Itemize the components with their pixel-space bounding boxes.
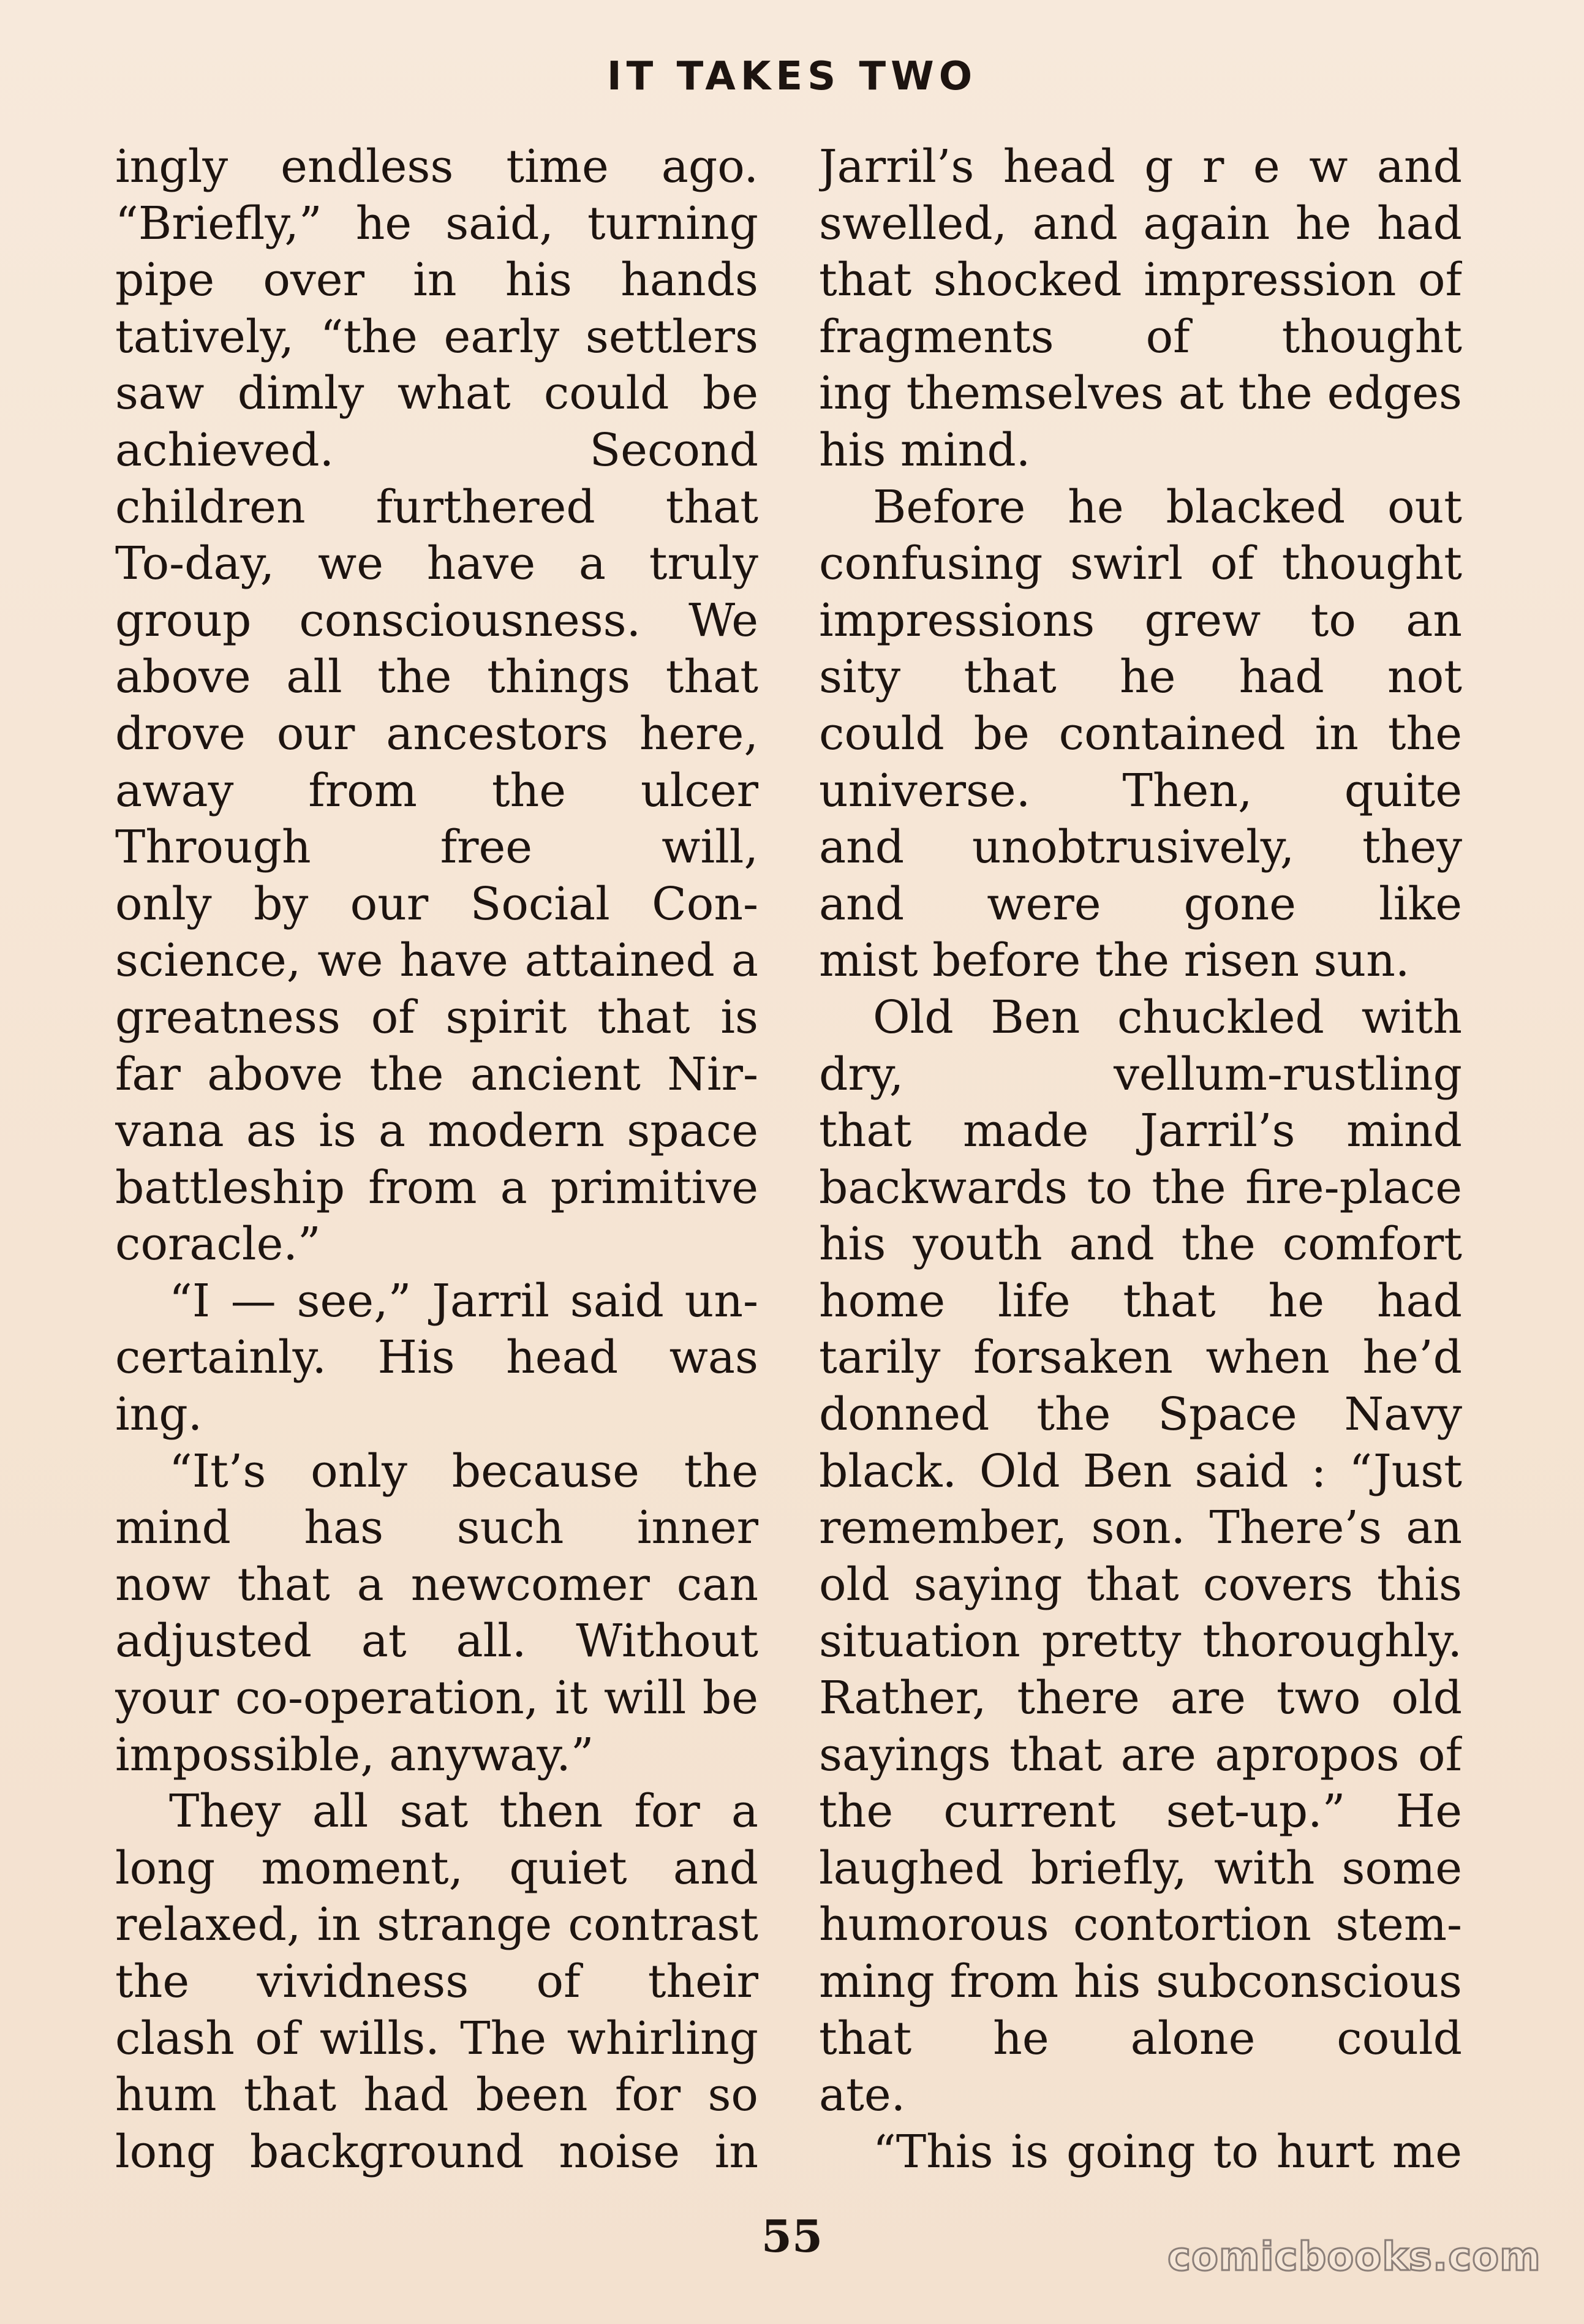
text-line: tarily forsaken when he’d	[819, 1331, 1462, 1384]
text-line: Old Ben chuckled with	[873, 990, 1462, 1044]
text-column-left	[115, 138, 758, 2180]
text-line: To-day, we have a truly	[115, 537, 758, 590]
text-line: Rather, there are two old	[819, 1672, 1462, 1725]
text-line: humorous contortion stem-	[819, 1898, 1462, 1952]
text-line: long moment, quiet and	[115, 1841, 758, 1895]
text-line: and unobtrusively, they	[819, 821, 1462, 874]
text-line: saw dimly what could be	[115, 367, 758, 420]
text-line: clash of wills. The whirling	[115, 2012, 758, 2065]
text-line: certainly. His head was	[115, 1331, 758, 1384]
text-line: the vividness of their	[115, 1955, 758, 2008]
text-line: children furthered that	[115, 480, 758, 534]
text-line: achieved. Second	[115, 423, 758, 477]
text-line: ing.	[115, 1388, 203, 1441]
text-line: remember, son. There’s an	[819, 1501, 1462, 1555]
text-line: drove our ancestors here,	[115, 707, 758, 760]
text-line: his youth and the comfort	[819, 1218, 1462, 1271]
text-line: old saying that covers this	[819, 1558, 1462, 1611]
text-line: above all the things that	[115, 651, 758, 704]
text-line: “Briefly,” he said, turning	[115, 197, 758, 250]
text-line: sayings that are apropos of	[819, 1728, 1462, 1781]
text-line: ingly endless time ago.	[115, 140, 758, 193]
text-line: hum that had been for so	[115, 2069, 758, 2122]
text-line: group consciousness. We	[115, 594, 758, 647]
text-line: dry, vellum-rustling	[819, 1047, 1462, 1101]
text-line: situation pretty thoroughly.	[819, 1615, 1462, 1668]
text-line: and were gone like	[819, 877, 1462, 930]
text-line: relaxed, in strange contrast	[115, 1898, 758, 1952]
text-line: impressions grew to an	[819, 594, 1462, 647]
text-line: laughed briefly, with some	[819, 1841, 1462, 1895]
text-line: now that a newcomer can	[115, 1558, 758, 1611]
text-line: coracle.”	[115, 1218, 321, 1271]
text-line: “It’s only because the	[169, 1444, 758, 1498]
text-line: “This is going to hurt me	[873, 2125, 1462, 2178]
text-line: ming from his subconscious	[819, 1955, 1462, 2008]
text-line: his mind.	[819, 423, 1031, 477]
watermark-logo: comicbooks.com	[1167, 2235, 1541, 2280]
text-line: away from the ulcer	[115, 764, 758, 817]
text-line: Jarril’s head g r e w and	[819, 140, 1462, 193]
text-line: that he alone could	[819, 2012, 1462, 2065]
text-line: “I — see,” Jarril said un-	[169, 1274, 758, 1327]
running-title: IT TAKES TWO	[606, 54, 978, 99]
text-line: swelled, and again he had	[819, 197, 1462, 250]
text-line: the current set-up.” He	[819, 1785, 1462, 1838]
text-line: battleship from a primitive	[115, 1161, 758, 1214]
page-number: 55	[761, 2210, 823, 2262]
text-line: mist before the risen sun.	[819, 934, 1410, 987]
text-line: that made Jarril’s mind	[819, 1104, 1462, 1158]
text-line: long background noise in	[115, 2125, 758, 2178]
text-line: confusing swirl of thought	[819, 537, 1462, 590]
text-line: black. Old Ben said : “Just	[819, 1444, 1462, 1498]
text-line: Through free will,	[115, 821, 758, 874]
text-line: your co-operation, it will be	[115, 1672, 758, 1725]
text-line: donned the Space Navy	[819, 1388, 1462, 1441]
text-line: vana as is a modern space	[115, 1104, 758, 1158]
text-line: ate.	[819, 2069, 906, 2122]
text-line: impossible, anyway.”	[115, 1728, 594, 1781]
text-line: that shocked impression of	[819, 254, 1462, 307]
text-line: mind has such inner	[115, 1501, 758, 1555]
text-column-right	[819, 138, 1462, 2180]
text-line: adjusted at all. Without	[115, 1615, 758, 1668]
text-line: backwards to the fire-place	[819, 1161, 1462, 1214]
text-line: home life that he had	[819, 1274, 1462, 1327]
text-line: They all sat then for a	[169, 1785, 758, 1838]
text-line: tatively, “the early settlers	[115, 310, 758, 363]
text-line: ing themselves at the edges	[819, 367, 1462, 420]
text-line: only by our Social Con-	[115, 877, 758, 930]
text-line: could be contained in the	[819, 707, 1462, 760]
text-line: Before he blacked out	[873, 480, 1462, 534]
text-line: science, we have attained a	[115, 934, 758, 987]
text-line: sity that he had not	[819, 651, 1462, 704]
text-line: universe. Then, quite	[819, 764, 1462, 817]
text-line: fragments of thought	[819, 310, 1462, 363]
text-line: pipe over in his hands	[115, 254, 758, 307]
text-line: far above the ancient Nir-	[115, 1047, 758, 1101]
text-line: greatness of spirit that is	[115, 990, 758, 1044]
